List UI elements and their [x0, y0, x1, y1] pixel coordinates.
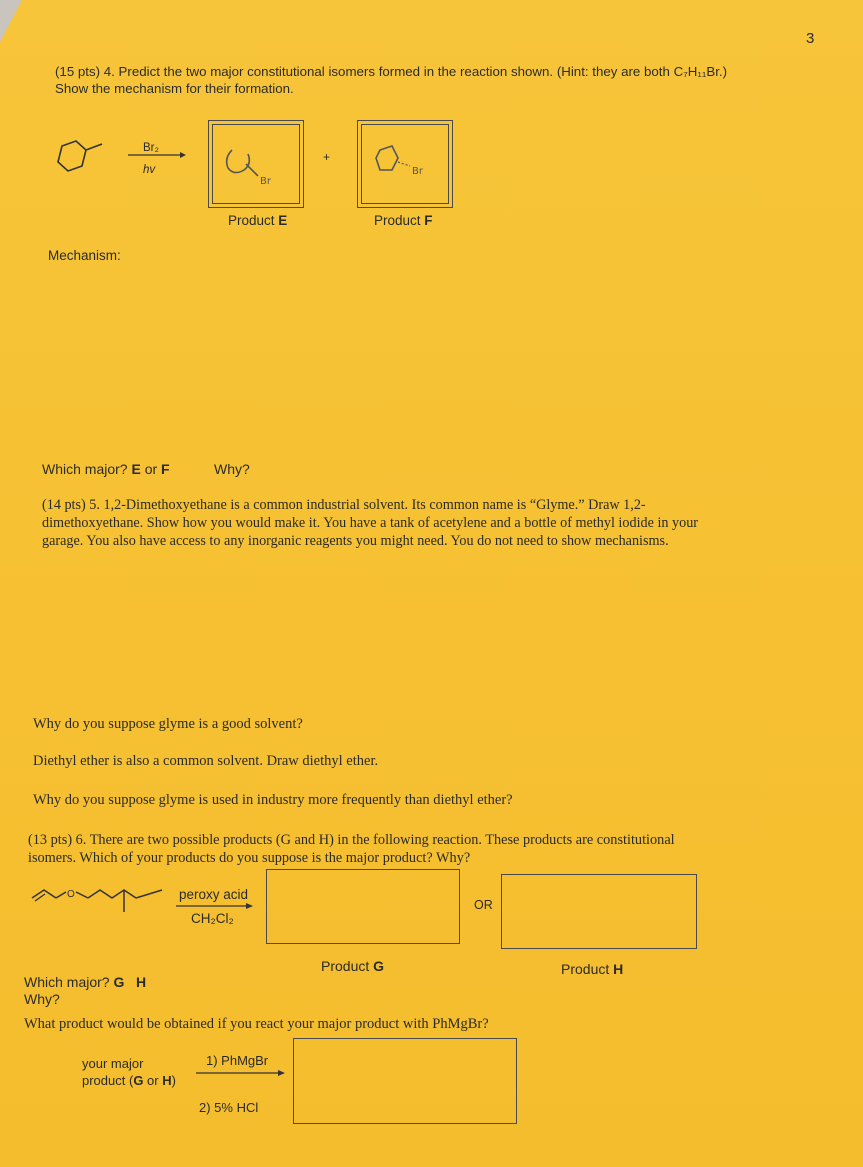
- page-number: 3: [806, 30, 815, 47]
- product-h-box[interactable]: [501, 874, 697, 949]
- q4-reagent-bottom: hv: [143, 164, 156, 176]
- product-h-label: Product H: [561, 961, 624, 977]
- q6-reagent-top: peroxy acid: [179, 887, 249, 902]
- mechanism-label: Mechanism:: [48, 248, 121, 263]
- q6-follow-up: What product would be obtained if you react your major product with PhMgBr?: [24, 1016, 489, 1032]
- product-e-label: Product E: [228, 213, 288, 228]
- product-f-sketch: [370, 140, 444, 190]
- product-g-box[interactable]: [266, 869, 460, 944]
- q6-which-major: Which major? G H: [24, 974, 147, 990]
- q5-question-c: Why do you suppose glyme is used in industry more frequently than diethyl ether?: [33, 792, 513, 808]
- q5-prompt-line2: dimethoxyethane. Show how you would make it. You have a tank of acetylene and a bottle of methyl iodide in your: [42, 515, 699, 531]
- product-e-br: Br: [260, 176, 271, 187]
- q4-prompt-line1: (15 pts) 4. Predict the two major constitutional isomers formed in the reaction shown. (Hint: they are both C₇H₁₁Br.): [55, 64, 728, 79]
- q4-reagent-top: Br₂: [143, 142, 159, 154]
- ether-oxygen: O: [67, 889, 75, 900]
- q4-which-major: Which major? E or F: [42, 461, 170, 477]
- methylenecyclohexane-structure: [52, 138, 112, 178]
- q6-or: OR: [474, 898, 493, 912]
- q4-prompt-line2: Show the mechanism for their formation.: [55, 81, 294, 96]
- q6-step2: 2) 5% HCl: [199, 1100, 259, 1115]
- q5-question-b: Diethyl ether is also a common solvent. Draw diethyl ether.: [33, 753, 379, 769]
- product-e-sketch: [220, 140, 290, 190]
- product-f-br: Br: [412, 166, 423, 177]
- q5-prompt-line1: (14 pts) 5. 1,2-Dimethoxyethane is a common industrial solvent. Its common name is “Glyme.” Draw 1,2-: [42, 497, 646, 513]
- q4-why: Why?: [214, 461, 250, 477]
- final-product-box[interactable]: [293, 1038, 517, 1124]
- q6-step1: 1) PhMgBr: [206, 1053, 269, 1068]
- q6-prompt-line1: (13 pts) 6. There are two possible products (G and H) in the following reaction. These products are constitutional: [28, 832, 675, 848]
- q5-prompt-line3: garage. You also have access to any inorganic reagents you might need. You do not need to show mechanisms.: [42, 533, 669, 549]
- product-g-label: Product G: [321, 958, 385, 974]
- q6-start-line1: your major: [82, 1056, 144, 1071]
- q6-start-line2: product (G or H): [82, 1073, 176, 1088]
- q6-reagent-bottom: CH₂Cl₂: [191, 911, 234, 926]
- page-corner: [0, 0, 22, 42]
- q4-reaction-arrow: [128, 150, 188, 160]
- q6-final-arrow: [196, 1068, 288, 1078]
- q6-why: Why?: [24, 991, 60, 1007]
- q5-question-a: Why do you suppose glyme is a good solvent?: [33, 716, 303, 732]
- q4-plus: +: [323, 150, 331, 164]
- product-f-label: Product F: [374, 213, 433, 228]
- allyl-ether-structure: [30, 876, 170, 920]
- q6-prompt-line2: isomers. Which of your products do you suppose is the major product? Why?: [28, 850, 471, 866]
